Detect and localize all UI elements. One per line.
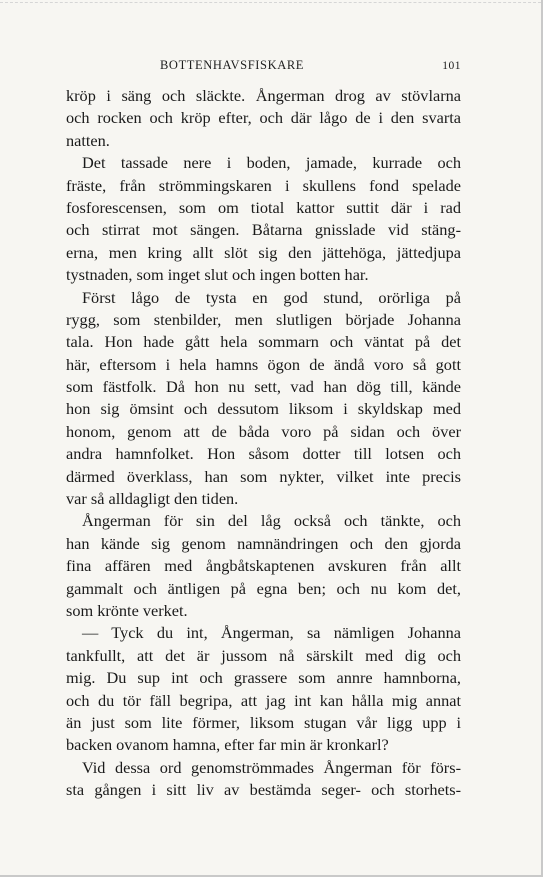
- page-number: 101: [442, 60, 461, 72]
- text-line: andra hamnfolket. Hon såsom dotter till lotsen och: [66, 444, 461, 464]
- text-line: fina affären med ångbåtskaptenen avskuren från allt: [66, 556, 461, 576]
- running-head: BOTTENHAVSFISKARE: [160, 58, 305, 72]
- text-line: som fästfolk. Då hon nu sett, vad han dög till, kände: [66, 377, 461, 397]
- text-line: gammalt och äntligen på egna ben; och nu kom det,: [66, 578, 461, 598]
- body-text: [66, 85, 461, 802]
- text-line: tystnaden, som inget slut och ingen botten har.: [66, 265, 369, 285]
- text-line: och stirrat mot sängen. Båtarna gnisslade vid stäng-: [66, 220, 461, 240]
- page-header: [66, 58, 461, 78]
- text-line: backen ovanom hamna, efter far min är kronkarl?: [66, 735, 389, 755]
- text-line: fräste, från strömmingskaren i skullens fond spelade: [66, 175, 461, 195]
- text-line: Vid dessa ord genomströmmades Ångerman för förs-: [82, 757, 461, 777]
- text-line: Ångerman för sin del låg också och tänkte, och: [82, 511, 461, 531]
- text-line: här, eftersom i hela hamns ögon de ändå voro så gott: [66, 354, 461, 374]
- text-line: rygg, som stenbilder, men slutligen började Johanna: [66, 309, 461, 329]
- text-line: kröp i säng och släckte. Ångerman drog av stövlarna: [66, 86, 461, 105]
- text-line: var så alldagligt den tiden.: [66, 489, 239, 509]
- text-line: sta gången i sitt liv av bestämda seger- och storhets-: [66, 780, 461, 800]
- text-line: Det tassade nere i boden, jamade, kurrade och: [82, 153, 461, 173]
- page-top-edge: [0, 2, 541, 3]
- text-line: natten.: [66, 130, 110, 150]
- text-line: han kände sig genom namnändringen och den gjorda: [66, 533, 461, 553]
- text-line: honom, genom att de båda voro på sidan och över: [66, 421, 461, 441]
- text-line: därmed överklass, han som nykter, vilket inte precis: [66, 466, 461, 486]
- text-line: som krönte verket.: [66, 600, 188, 620]
- text-line: erna, men kring allt slöt sig den jättehöga, jättedjupa: [66, 242, 461, 262]
- text-line: hon sig ömsint och dessutom liksom i skyldskap med: [66, 399, 461, 419]
- text-line: än just som lite förmer, liksom stugan vår ligg upp i: [66, 712, 461, 732]
- text-line: fosforescensen, som om tiotal kattor suttit där i rad: [66, 197, 461, 217]
- text-line: tankfullt, att det är jussom nå särskilt med dig och: [66, 645, 461, 665]
- text-line: och du tör fäll begripa, att jag int kan hålla mig annat: [66, 690, 461, 710]
- text-line: och rocken och kröp efter, och där lågo de i den svarta: [66, 108, 461, 128]
- text-line: tala. Hon hade gått hela sommarn och väntat på det: [66, 332, 461, 352]
- text-line: Först lågo de tysta en god stund, orörliga på: [82, 287, 461, 307]
- text-line: — Tyck du int, Ångerman, sa nämligen Johanna: [82, 623, 461, 643]
- text-line: mig. Du sup int och grassere som annre hamnborna,: [66, 668, 461, 688]
